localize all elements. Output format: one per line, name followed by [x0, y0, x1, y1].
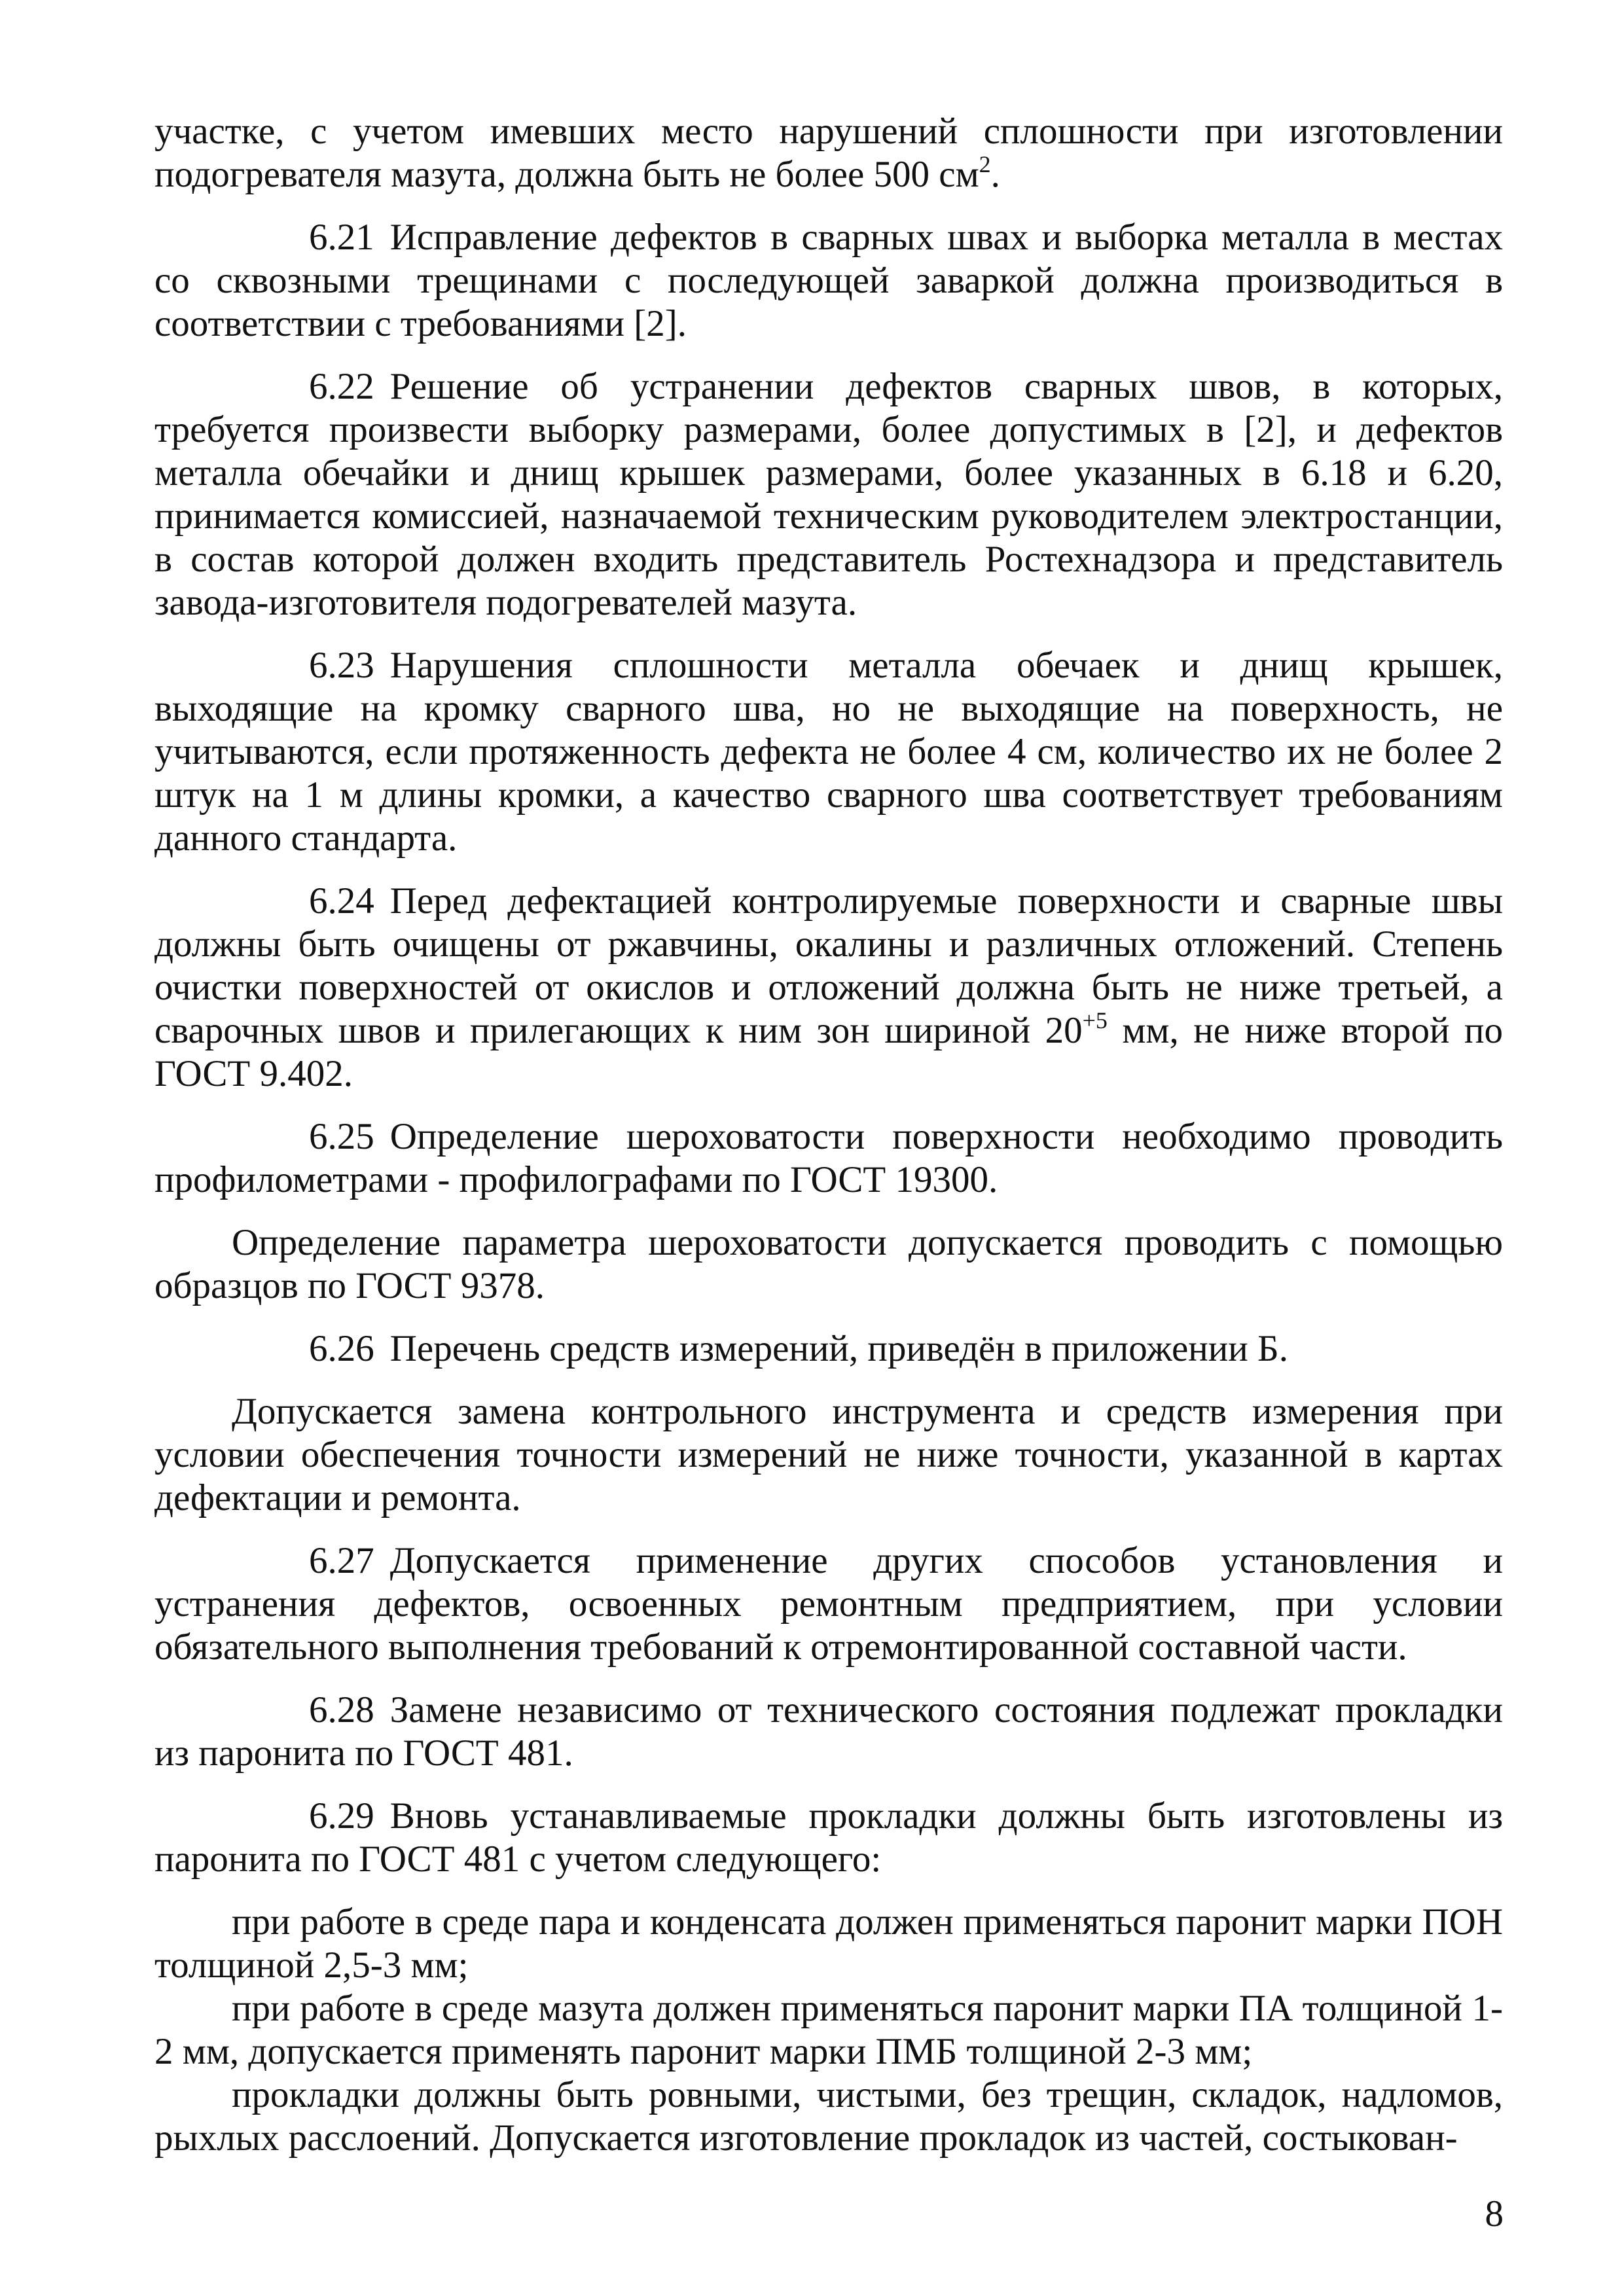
- list-item-text: при работе в среде мазута должен применяться паронит марки ПА толщиной 1-2 мм, допускается применять паронит марки ПМБ толщиной 2-3 мм;: [154, 1988, 1503, 2072]
- clause-text-tail: мм, не ниже второй по ГОСТ 9.402.: [154, 1010, 1504, 1094]
- clause-number: 6.27: [309, 1540, 374, 1581]
- list-item: [154, 1987, 1503, 2073]
- clause-text: Перечень средств измерений, приведён в приложении Б.: [389, 1328, 1288, 1369]
- paragraph-text: Определение параметра шероховатости допускается проводить с помощью образцов по ГОСТ 9378.: [154, 1222, 1503, 1306]
- superscript-square: 2: [979, 151, 991, 177]
- clause-6-29: [154, 1795, 1503, 1881]
- clause-text: Перед дефектацией контролируемые поверхности и сварные швы должны быть очищены от ржавчины, окалины и различных отложений. Степень очистки поверхностей от окислов и отложений должна быть не ниже третьей, а сварочных швов и прилегающих к ним зон шириной 20: [154, 880, 1503, 1051]
- list-item: [154, 2073, 1503, 2160]
- lead-paragraph-text: участке, с учетом имевших место нарушений сплошности при изготовлении подогревателя мазута, должна быть не более 500 см: [154, 111, 1503, 195]
- lead-paragraph: [154, 110, 1503, 196]
- page-number: 8: [1485, 2193, 1504, 2234]
- paragraph-text: Допускается замена контрольного инструмента и средств измерения при условии обеспечения точности измерений не ниже точности, указанной в картах дефектации и ремонта.: [154, 1391, 1503, 1518]
- clause-number: 6.26: [309, 1328, 374, 1369]
- tolerance-superscript: +5: [1082, 1007, 1108, 1033]
- clause-6-26: [154, 1327, 1503, 1371]
- clause-6-28: [154, 1689, 1503, 1775]
- clause-6-24: [154, 880, 1503, 1096]
- body-text: [154, 110, 1503, 2160]
- clause-number: 6.29: [309, 1795, 374, 1837]
- list-item-text: при работе в среде пара и конденсата должен применяться паронит марки ПОН толщиной 2,5-3 мм;: [154, 1901, 1503, 1986]
- clause-text: Вновь устанавливаемые прокладки должны быть изготовлены из паронита по ГОСТ 481 с учетом следующего:: [154, 1795, 1503, 1880]
- clause-text: Решение об устранении дефектов сварных швов, в которых, требуется произвести выборку размерами, более допустимых в [2], и дефектов металла обечайки и днищ крышек размерами, более указанных в 6.18 и 6.20, принимается комиссией, назначаемой техническим руководителем электростанции, в состав которой должен входить представитель Ростехнадзора и представитель завода-изготовителя подогревателей мазута.: [154, 366, 1503, 623]
- list-item-text: прокладки должны быть ровными, чистыми, без трещин, складок, надломов, рыхлых расслоений. Допускается изготовление прокладок из частей, состыкован-: [154, 2074, 1503, 2159]
- clause-text: Замене независимо от технического состояния подлежат прокладки из паронита по ГОСТ 481.: [154, 1689, 1503, 1774]
- instrument-replacement-paragraph: [154, 1390, 1503, 1520]
- lead-paragraph-tail: .: [990, 154, 1000, 195]
- clause-number: 6.28: [309, 1689, 374, 1731]
- list-item: [154, 1901, 1503, 1987]
- clause-6-27: [154, 1539, 1503, 1669]
- clause-text: Нарушения сплошности металла обечаек и днищ крышек, выходящие на кромку сварного шва, но не выходящие на поверхность, не учитываются, если протяженность дефекта не более 4 см, количество их не более 2 штук на 1 м длины кромки, а качество сварного шва соответствует требованиям данного стандарта.: [154, 645, 1503, 859]
- clause-number: 6.24: [309, 880, 374, 922]
- clause-6-25: [154, 1115, 1503, 1202]
- clause-number: 6.23: [309, 645, 374, 686]
- clause-number: 6.21: [309, 217, 374, 258]
- roughness-paragraph: [154, 1221, 1503, 1308]
- clause-text: Определение шероховатости поверхности необходимо проводить профилометрами - профилографами по ГОСТ 19300.: [154, 1116, 1503, 1200]
- clause-text: Допускается применение других способов установления и устранения дефектов, освоенных ремонтным предприятием, при условии обязательного выполнения требований к отремонтированной составной части.: [154, 1540, 1503, 1668]
- clause-6-23: [154, 644, 1503, 860]
- clause-text: Исправление дефектов в сварных швах и выборка металла в местах со сквозными трещинами с последующей заваркой должна производиться в соответствии с требованиями [2].: [154, 217, 1503, 344]
- clause-number: 6.25: [309, 1116, 374, 1157]
- clause-6-22: [154, 365, 1503, 624]
- clause-6-21: [154, 216, 1503, 346]
- clause-number: 6.22: [309, 366, 374, 407]
